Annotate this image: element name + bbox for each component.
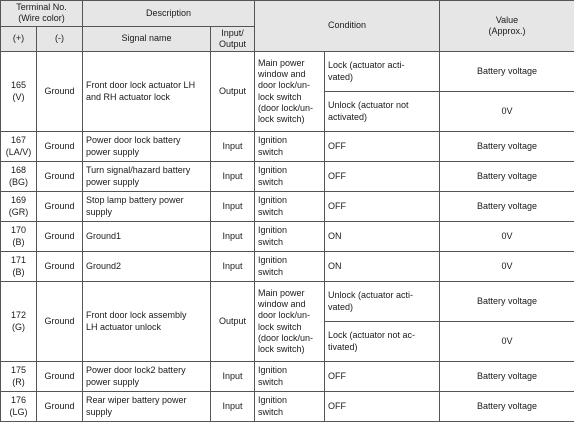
ground-cell-text: Ground: [40, 201, 79, 212]
io-cell-text: Input: [214, 141, 251, 152]
signal-cell-text: Stop lamp battery power supply: [86, 195, 207, 218]
condition-main-cell: [255, 192, 325, 222]
condition-header: Condition: [255, 1, 440, 52]
value-cell-text: Battery voltage: [443, 66, 571, 77]
terminal-cell: [1, 162, 37, 192]
io-cell: [211, 362, 255, 392]
terminal-cell: [1, 362, 37, 392]
input-output-header: Input/ Output: [211, 26, 255, 52]
condition-main-cell-text: Ignition switch: [258, 365, 321, 388]
value-cell-text: Battery voltage: [443, 141, 571, 152]
condition-cell: [325, 322, 440, 362]
condition-cell-text: ON: [328, 231, 436, 242]
ground-cell-text: Ground: [40, 316, 79, 327]
signal-cell: [83, 52, 211, 132]
value-cell-text: Battery voltage: [443, 296, 571, 307]
ground-cell: [37, 192, 83, 222]
ground-cell-text: Ground: [40, 171, 79, 182]
terminal-cell-text: 171 (B): [4, 255, 33, 278]
ground-cell-text: Ground: [40, 401, 79, 412]
condition-cell-text: OFF: [328, 171, 436, 182]
table-row: [1, 392, 574, 422]
description-header: Description: [83, 1, 255, 27]
io-cell-text: Output: [214, 316, 251, 327]
signal-name-header: Signal name: [83, 26, 211, 52]
condition-main-cell-text: Ignition switch: [258, 135, 321, 158]
ground-cell-text: Ground: [40, 371, 79, 382]
value-header: Value (Approx.): [440, 1, 574, 52]
io-cell: [211, 282, 255, 362]
io-cell: [211, 162, 255, 192]
terminal-cell: [1, 392, 37, 422]
signal-cell-text: Power door lock battery power supply: [86, 135, 207, 158]
terminal-cell: [1, 192, 37, 222]
io-cell-text: Input: [214, 401, 251, 412]
terminal-cell-text: 167 (LA/V): [4, 135, 33, 158]
terminal-cell-text: 168 (BG): [4, 165, 33, 188]
terminal-cell: [1, 222, 37, 252]
table-body: [1, 52, 574, 422]
ground-cell-text: Ground: [40, 141, 79, 152]
condition-cell: [325, 132, 440, 162]
terminal-cell: [1, 132, 37, 162]
condition-cell-text: ON: [328, 261, 436, 272]
condition-cell-text: Unlock (actuator acti- vated): [328, 290, 436, 313]
ground-cell: [37, 392, 83, 422]
terminal-cell-text: 169 (GR): [4, 195, 33, 218]
value-cell: [440, 322, 574, 362]
signal-cell: [83, 132, 211, 162]
signal-cell: [83, 162, 211, 192]
value-cell-text: 0V: [443, 106, 571, 117]
value-cell: [440, 362, 574, 392]
terminal-cell: [1, 282, 37, 362]
io-cell-text: Input: [214, 201, 251, 212]
signal-cell: [83, 282, 211, 362]
condition-main-cell: [255, 222, 325, 252]
ground-cell: [37, 132, 83, 162]
io-cell: [211, 252, 255, 282]
table-row: [1, 132, 574, 162]
value-cell: [440, 92, 574, 132]
table-header: [1, 1, 574, 52]
condition-main-cell-text: Main power window and door lock/un- lock switch (door lock/un- lock switch): [258, 288, 321, 356]
signal-cell-text: Front door lock actuator LH and RH actuator lock: [86, 80, 207, 103]
condition-cell: [325, 92, 440, 132]
condition-cell-text: Lock (actuator acti- vated): [328, 60, 436, 83]
signal-cell-text: Ground2: [86, 261, 207, 272]
condition-main-cell-text: Main power window and door lock/un- lock switch (door lock/un- lock switch): [258, 58, 321, 126]
condition-cell-text: OFF: [328, 371, 436, 382]
condition-cell: [325, 192, 440, 222]
value-cell: [440, 192, 574, 222]
value-cell-text: 0V: [443, 231, 571, 242]
table-row: [1, 222, 574, 252]
condition-cell-text: Lock (actuator not ac- tivated): [328, 330, 436, 353]
condition-main-cell: [255, 132, 325, 162]
table-row: [1, 252, 574, 282]
terminal-cell-text: 165 (V): [4, 80, 33, 103]
condition-main-cell-text: Ignition switch: [258, 165, 321, 188]
value-cell-text: 0V: [443, 336, 571, 347]
table-row: [1, 362, 574, 392]
io-cell: [211, 192, 255, 222]
io-cell: [211, 132, 255, 162]
value-cell: [440, 132, 574, 162]
io-cell-text: Output: [214, 86, 251, 97]
condition-main-cell: [255, 282, 325, 362]
terminal-no-header: Terminal No. (Wire color): [1, 1, 83, 27]
condition-cell: [325, 252, 440, 282]
value-cell: [440, 282, 574, 322]
signal-cell: [83, 192, 211, 222]
ground-cell: [37, 252, 83, 282]
condition-cell: [325, 222, 440, 252]
terminal-cell-text: 170 (B): [4, 225, 33, 248]
condition-cell-text: OFF: [328, 401, 436, 412]
condition-main-cell: [255, 252, 325, 282]
io-cell: [211, 392, 255, 422]
condition-cell-text: Unlock (actuator not activated): [328, 100, 436, 123]
table-row: [1, 52, 574, 92]
condition-cell: [325, 282, 440, 322]
ground-cell: [37, 362, 83, 392]
value-cell-text: Battery voltage: [443, 401, 571, 412]
condition-main-cell: [255, 392, 325, 422]
condition-main-cell: [255, 362, 325, 392]
table-row: [1, 192, 574, 222]
io-cell-text: Input: [214, 171, 251, 182]
ground-cell-text: Ground: [40, 231, 79, 242]
condition-main-cell-text: Ignition switch: [258, 225, 321, 248]
table-row: [1, 282, 574, 322]
condition-main-cell: [255, 162, 325, 192]
condition-cell: [325, 362, 440, 392]
ground-cell: [37, 222, 83, 252]
ground-cell: [37, 282, 83, 362]
condition-main-cell-text: Ignition switch: [258, 395, 321, 418]
io-cell-text: Input: [214, 231, 251, 242]
signal-cell-text: Turn signal/hazard battery power supply: [86, 165, 207, 188]
ground-cell-text: Ground: [40, 261, 79, 272]
table-row: [1, 162, 574, 192]
minus-header: (-): [37, 26, 83, 52]
ground-cell: [37, 162, 83, 192]
value-cell-text: Battery voltage: [443, 201, 571, 212]
value-cell: [440, 52, 574, 92]
signal-cell-text: Power door lock2 battery power supply: [86, 365, 207, 388]
value-cell: [440, 252, 574, 282]
condition-main-cell: [255, 52, 325, 132]
condition-cell-text: OFF: [328, 141, 436, 152]
terminal-cell: [1, 52, 37, 132]
io-cell: [211, 52, 255, 132]
signal-cell: [83, 362, 211, 392]
condition-cell: [325, 162, 440, 192]
value-cell: [440, 392, 574, 422]
signal-cell-text: Front door lock assembly LH actuator unlock: [86, 310, 207, 333]
signal-cell: [83, 252, 211, 282]
condition-main-cell-text: Ignition switch: [258, 195, 321, 218]
value-cell-text: 0V: [443, 261, 571, 272]
signal-cell: [83, 222, 211, 252]
ground-cell-text: Ground: [40, 86, 79, 97]
terminal-cell-text: 172 (G): [4, 310, 33, 333]
terminal-cell: [1, 252, 37, 282]
value-cell: [440, 162, 574, 192]
condition-cell-text: OFF: [328, 201, 436, 212]
io-cell: [211, 222, 255, 252]
condition-main-cell-text: Ignition switch: [258, 255, 321, 278]
signal-cell: [83, 392, 211, 422]
ground-cell: [37, 52, 83, 132]
terminal-cell-text: 175 (R): [4, 365, 33, 388]
condition-cell: [325, 52, 440, 92]
io-cell-text: Input: [214, 261, 251, 272]
terminal-cell-text: 176 (LG): [4, 395, 33, 418]
condition-cell: [325, 392, 440, 422]
signal-cell-text: Rear wiper battery power supply: [86, 395, 207, 418]
value-cell: [440, 222, 574, 252]
io-cell-text: Input: [214, 371, 251, 382]
value-cell-text: Battery voltage: [443, 371, 571, 382]
signal-cell-text: Ground1: [86, 231, 207, 242]
plus-header: (+): [1, 26, 37, 52]
value-cell-text: Battery voltage: [443, 171, 571, 182]
